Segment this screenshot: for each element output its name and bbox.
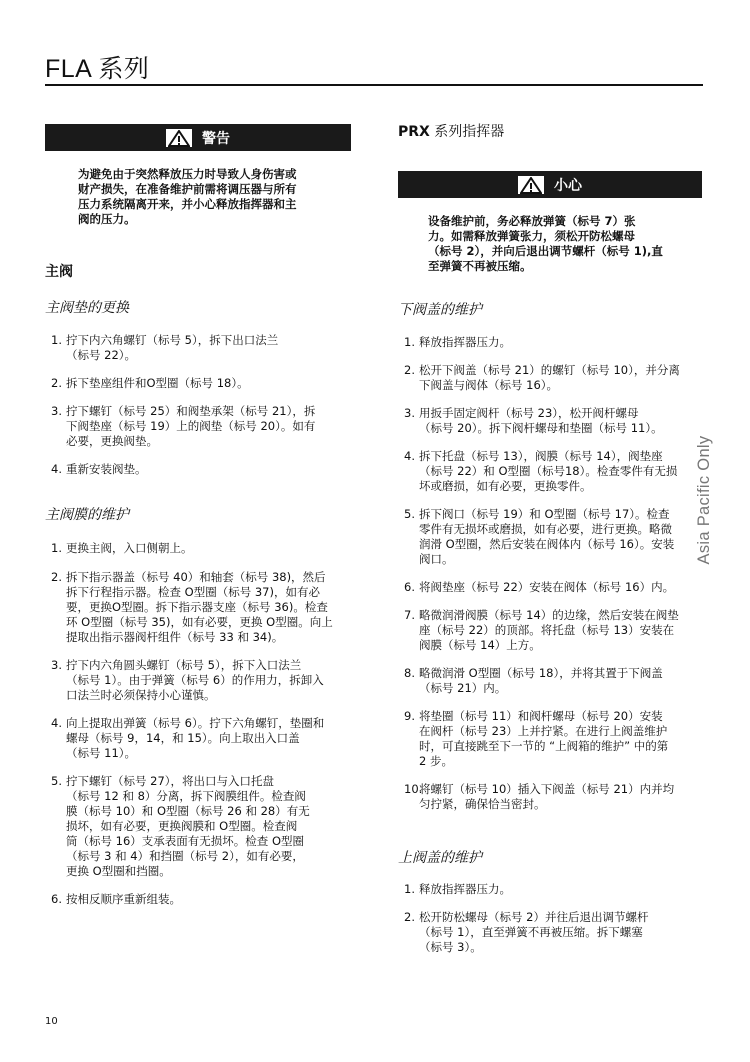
caution-text: 设备维护前，务必释放弹簧（标号 7）张 力。如需释放弹簧张力，须松开防松螺母 （标号 2），并向后退出调节螺杆（标号 1),直 至弹簧不再被压缩。 bbox=[428, 214, 663, 273]
caution-banner bbox=[398, 171, 702, 198]
warning-triangle-icon bbox=[166, 129, 192, 147]
warning-label: 警告 bbox=[202, 130, 230, 147]
step-number: 8. bbox=[404, 666, 415, 680]
list-item bbox=[398, 709, 710, 769]
list-item bbox=[398, 406, 710, 436]
main-valve-heading: 主阀 bbox=[45, 264, 73, 280]
step-text: 向上提取出弹簧（标号 6）。拧下六角螺钉，垫圈和 螺母（标号 9，14，和 15）。向上取出入口盖 （标号 11）。 bbox=[66, 716, 325, 760]
list-item bbox=[398, 449, 710, 494]
step-number: 2. bbox=[51, 376, 62, 390]
lower-cover-steps bbox=[398, 335, 710, 812]
step-number: 5. bbox=[404, 507, 415, 521]
step-text: 拧下内六角圆头螺钉（标号 5），拆下入口法兰 （标号 1）。由于弹簧（标号 6）的作用力，拆卸入 口法兰时必须保持小心谨慎。 bbox=[66, 658, 324, 702]
caution-label: 小心 bbox=[554, 177, 582, 194]
step-number: 4. bbox=[51, 716, 62, 730]
step-text: 拆下阀口（标号 19）和 O型圈（标号 17）。检查 零件有无损坏或磨损，如有必要，进行更换。略微 润滑 O型圈，然后安装在阀体内（标号 16）。安装 阀口。 bbox=[419, 507, 675, 566]
step-text: 松开下阀盖（标号 21）的螺钉（标号 10），并分离 下阀盖与阀体（标号 16）。 bbox=[419, 363, 680, 392]
list-item bbox=[45, 462, 357, 477]
page-number: 10 bbox=[45, 1016, 58, 1027]
list-item bbox=[398, 363, 710, 393]
step-number: 3. bbox=[51, 404, 62, 418]
lower-cover-heading: 下阀盖的维护 bbox=[398, 302, 482, 318]
step-number: 1. bbox=[51, 333, 62, 347]
list-item bbox=[398, 782, 710, 812]
list-item bbox=[45, 333, 357, 363]
step-text: 按相反顺序重新组装。 bbox=[66, 892, 181, 906]
list-item bbox=[45, 658, 363, 703]
caution-triangle-icon bbox=[518, 176, 544, 194]
list-item bbox=[398, 910, 710, 955]
step-text: 释放指挥器压力。 bbox=[419, 882, 511, 896]
step-number: 2. bbox=[404, 910, 415, 924]
step-text: 拧下内六角螺钉（标号 5），拆下出口法兰 （标号 22）。 bbox=[66, 333, 279, 362]
step-number: 1. bbox=[404, 882, 415, 896]
step-number: 5. bbox=[51, 774, 62, 788]
step-number: 2. bbox=[51, 570, 62, 584]
list-item bbox=[398, 507, 710, 567]
step-number: 3. bbox=[404, 406, 415, 420]
seat-replacement-heading: 主阀垫的更换 bbox=[45, 300, 129, 316]
step-number: 4. bbox=[51, 462, 62, 476]
prx-heading bbox=[398, 121, 504, 141]
step-text: 略微润滑 O型圈（标号 18），并将其置于下阀盖 （标号 21）内。 bbox=[419, 666, 663, 695]
step-number: 3. bbox=[51, 658, 62, 672]
step-number: 4. bbox=[404, 449, 415, 463]
step-number: 6. bbox=[51, 892, 62, 906]
list-item bbox=[45, 570, 363, 645]
list-item bbox=[45, 404, 357, 449]
seat-replacement-steps bbox=[45, 333, 357, 477]
step-text: 拧下螺钉（标号 25）和阀垫承架（标号 21），拆 下阀垫座（标号 19）上的阀垫（标号 20）。如有 必要，更换阀垫。 bbox=[66, 404, 316, 448]
region-side-tag: Asia Pacific Only bbox=[695, 435, 713, 565]
step-text: 将阀垫座（标号 22）安装在阀体（标号 16）内。 bbox=[419, 580, 675, 594]
prx-heading-rest: 系列指挥器 bbox=[429, 124, 505, 140]
step-number: 6. bbox=[404, 580, 415, 594]
step-text: 释放指挥器压力。 bbox=[419, 335, 511, 349]
step-number: 1. bbox=[51, 541, 62, 555]
list-item bbox=[398, 335, 710, 350]
step-text: 重新安装阀垫。 bbox=[66, 462, 147, 476]
list-item bbox=[398, 666, 710, 696]
step-number: 1. bbox=[404, 335, 415, 349]
step-number: 7. bbox=[404, 608, 415, 622]
prx-heading-bold: PRX bbox=[398, 124, 430, 140]
list-item bbox=[45, 541, 363, 556]
step-text: 松开防松螺母（标号 2）并往后退出调节螺杆 （标号 1），直至弹簧不再被压缩。拆下螺塞 （标号 3）。 bbox=[419, 910, 649, 954]
list-item bbox=[398, 580, 710, 595]
list-item bbox=[398, 608, 710, 653]
title-divider bbox=[45, 84, 703, 86]
step-text: 略微润滑阀膜（标号 14）的边缘，然后安装在阀垫 座（标号 22）的顶部。将托盘（标号 13）安装在 阀膜（标号 14）上方。 bbox=[419, 608, 679, 652]
step-number: 9. bbox=[404, 709, 415, 723]
diaphragm-maintenance-heading: 主阀膜的维护 bbox=[45, 507, 129, 523]
step-text: 拧下螺钉（标号 27），将出口与入口托盘 （标号 12 和 8）分离，拆下阀膜组件。检查阀 膜（标号 10）和 O型圈（标号 26 和 28）有无 损坏，如有必要，更换阀膜和 O型圈。检查阀 筒（标号 16）支承表面有无损坏。检查 O型圈 （标号 3 和 4）和挡圈（标号 2），如有必要， 更换 O型圈和挡圈。 bbox=[66, 774, 310, 878]
list-item bbox=[45, 716, 363, 761]
step-text: 拆下托盘（标号 13），阀膜（标号 14），阀垫座 （标号 22）和 O型圈（标号18）。检查零件有无损 坏或磨损，如有必要，更换零件。 bbox=[419, 449, 678, 493]
step-text: 将垫圈（标号 11）和阀杆螺母（标号 20）安装 在阀杆（标号 23）上并拧紧。在进行上阀盖维护 时，可直接跳至下一节的 “上阀箱的维护” 中的第 2 步。 bbox=[419, 709, 669, 768]
list-item bbox=[45, 892, 363, 907]
step-text: 更换主阀，入口侧朝上。 bbox=[66, 541, 193, 555]
upper-cover-heading: 上阀盖的维护 bbox=[398, 850, 482, 866]
step-text: 拆下垫座组件和O型圈（标号 18）。 bbox=[66, 376, 249, 390]
step-text: 将螺钉（标号 10）插入下阀盖（标号 21）内并均 匀拧紧，确保恰当密封。 bbox=[419, 782, 675, 811]
page-title: FLA 系列 bbox=[45, 55, 150, 83]
warning-text: 为避免由于突然释放压力时导致人身伤害或 财产损失，在准备维护前需将调压器与所有 压力系统隔离开来，并小心释放指挥器和主 阀的压力。 bbox=[78, 167, 297, 226]
step-number: 2. bbox=[404, 363, 415, 377]
diaphragm-maintenance-steps bbox=[45, 541, 363, 907]
upper-cover-steps bbox=[398, 882, 710, 955]
list-item bbox=[45, 774, 363, 879]
list-item bbox=[45, 376, 357, 391]
step-text: 拆下指示器盖（标号 40）和轴套（标号 38)，然后 拆下行程指示器。检查 O型圈（标号 37)，如有必 要，更换O型圈。拆下指示器支座（标号 36)。检查 环 O型圈（标号 35)，如有必要，更换 O型圈。向上 提取出指示器阀杆组件（标号 33 和 34)。 bbox=[66, 570, 333, 644]
warning-banner bbox=[45, 124, 351, 151]
step-number: 10. bbox=[404, 782, 423, 796]
step-text: 用扳手固定阀杆（标号 23），松开阀杆螺母 （标号 20）。拆下阀杆螺母和垫圈（标号 11）。 bbox=[419, 406, 663, 435]
list-item bbox=[398, 882, 710, 897]
